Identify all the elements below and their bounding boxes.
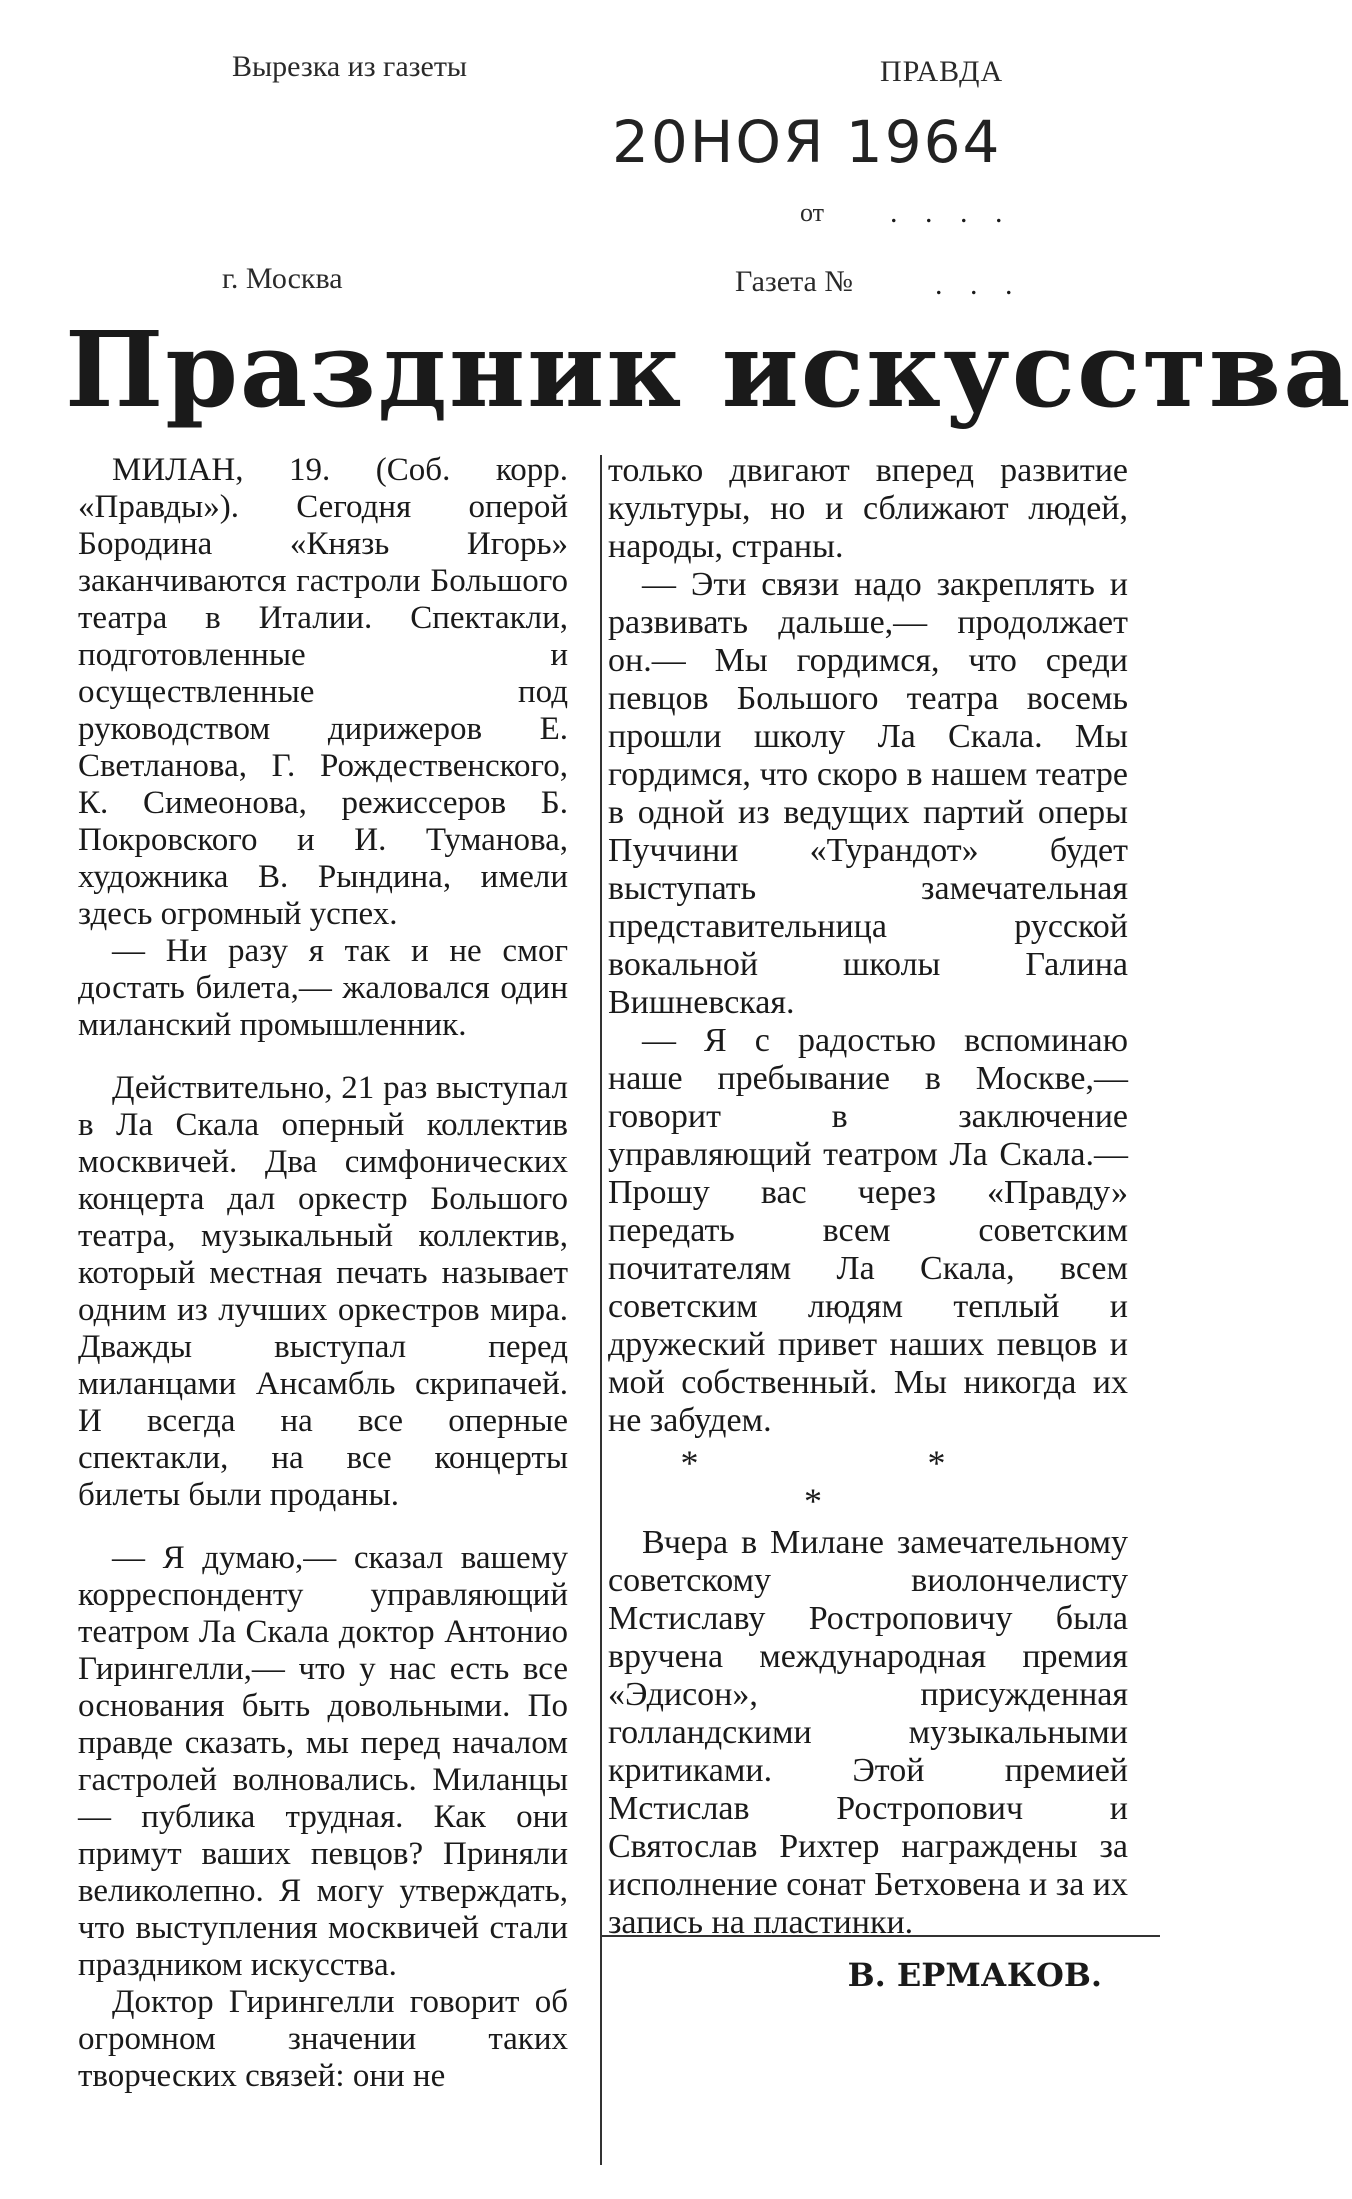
- clipping-label: Вырезка из газеты: [232, 50, 468, 83]
- article-title: Праздник искусства: [65, 308, 1352, 431]
- paragraph: — Ни разу я так и не смог достать билета,— жаловался один миланский промышленник.: [78, 933, 568, 1043]
- from-label: от: [800, 198, 825, 227]
- issue-label: Газета №: [735, 265, 853, 298]
- paragraph: Вчера в Милане замечательному советскому виолончелисту Мстиславу Ростроповичу была вручена международная премия «Эдисон», присужденная голландскими музыкальными критиками. Этой премией Мстислав Ростропович и Святослав Рихтер награждены за исполнение сонат Бетховена и за их запись на пластинки.: [608, 1524, 1128, 1941]
- date-dots: . . . .: [890, 196, 1013, 229]
- issue-dots: . . .: [935, 268, 1023, 301]
- article-column-2: [608, 452, 1128, 1994]
- date-stamp: 20НОЯ 1964: [612, 108, 1002, 176]
- city-label: г. Москва: [222, 262, 343, 295]
- column-divider: [600, 455, 602, 2165]
- paragraph: Действительно, 21 раз выступал в Ла Скала оперный коллектив москвичей. Два симфонических концерта дал оркестр Большого театра, музыкальный коллектив, который местная печать называет одним из лучших оркестров мира. Дважды выступал перед миланцами Ансамбль скрипачей. И всегда на все оперные спектакли, на все концерты билеты были проданы.: [78, 1070, 568, 1513]
- paragraph: — Я думаю,— сказал вашему корреспонденту управляющий театром Ла Скала доктор Антонио Гирингелли,— что у нас есть все основания быть довольными. По правде сказать, мы перед началом гастролей волновались. Миланцы — публика трудная. Как они примут ваших певцов? Приняли великолепно. Я могу утверждать, что выступления москвичей стали праздником искусства.: [78, 1540, 568, 1983]
- section-separator: * * *: [680, 1443, 1056, 1521]
- paragraph: Доктор Гирингелли говорит об огромном значении таких творческих связей: они не: [78, 1984, 568, 2094]
- article-column-1: [78, 452, 568, 2095]
- paragraph: МИЛАН, 19. (Соб. корр. «Правды»). Сегодня оперой Бородина «Князь Игорь» заканчиваются гастроли Большого театра в Италии. Спектакли, подготовленные и осуществленные под руководством дирижеров Е. Светланова, Г. Рождественского, К. Симеонова, режиссеров Б. Покровского и И. Туманова, художника В. Рындина, имели здесь огромный успех.: [78, 452, 568, 932]
- paragraph: — Я с радостью вспоминаю наше пребывание в Москве,— говорит в заключение управляющий театром Ла Скала.— Прошу вас через «Правду» передать всем советским почитателям Ла Скала, всем советским людям теплый и дружеский привет наших певцов и мой собственный. Мы никогда их не забудем.: [608, 1022, 1128, 1439]
- author-signature: В. ЕРМАКОВ.: [847, 1956, 1102, 1994]
- newspaper-name: ПРАВДА: [880, 55, 1004, 88]
- paragraph: только двигают вперед развитие культуры, но и сближают людей, народы, страны.: [608, 452, 1128, 565]
- paragraph: — Эти связи надо закреплять и развивать дальше,— продолжает он.— Мы гордимся, что среди певцов Большого театра восемь прошли школу Ла Скала. Мы гордимся, что скоро в нашем театре в одной из ведущих партий оперы Пуччини «Турандот» будет выступать замечательная представительница русской вокальной школы Галина Вишневская.: [608, 566, 1128, 1021]
